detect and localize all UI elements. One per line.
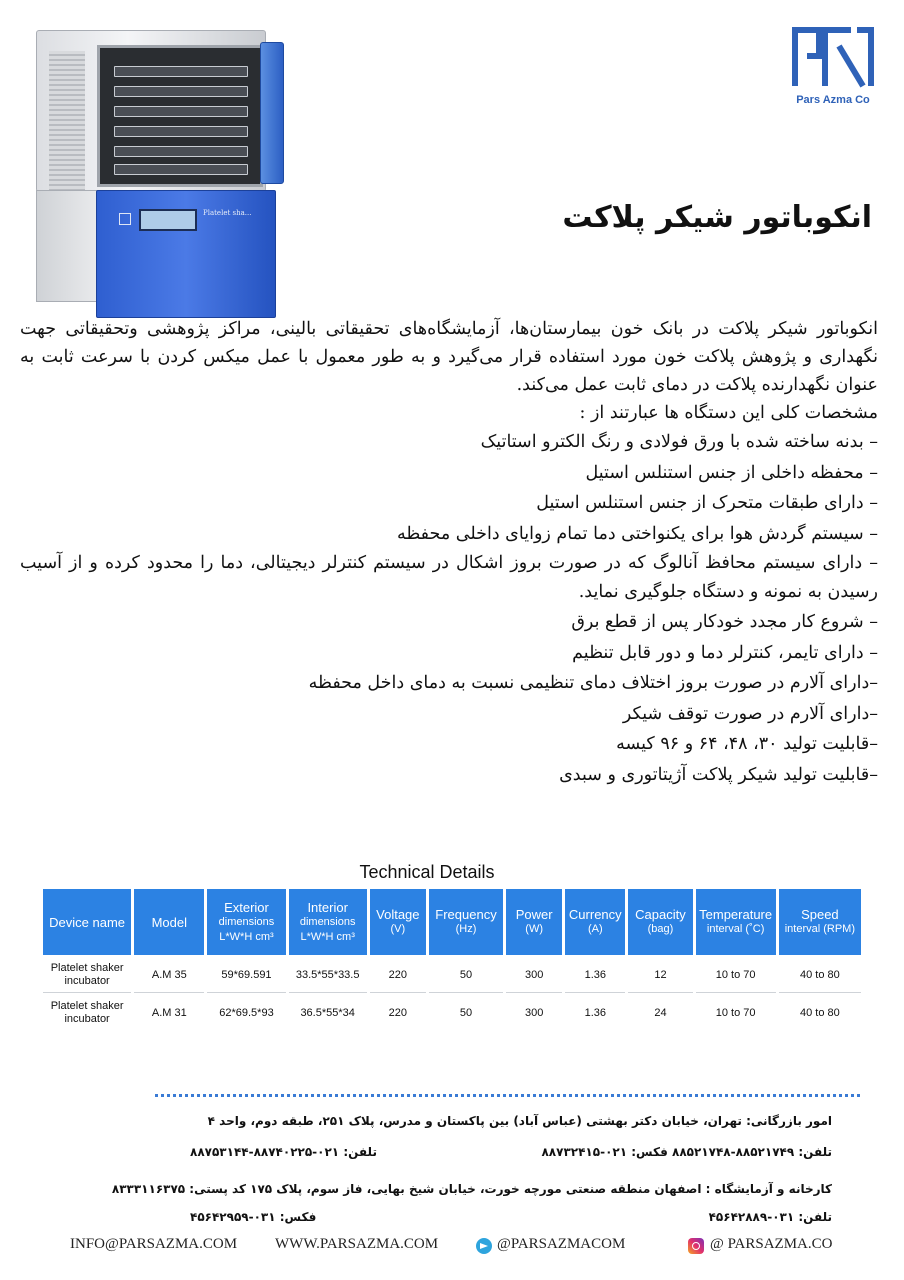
technical-details-title: Technical Details — [359, 862, 495, 882]
table-cell: 33.5*55*33.5 — [289, 958, 367, 993]
col-capacity — [628, 889, 692, 955]
table-cell: 300 — [524, 1006, 544, 1019]
feature-item: –دارای آلارم در صورت توقف شیکر — [622, 703, 878, 724]
product-image — [30, 30, 290, 320]
col-currency — [565, 889, 625, 955]
header-label: Model — [151, 914, 188, 930]
feature-item: – دارای سیستم محافظ آنالوگ که در صورت بروز اشکال در سیستم کنترلر دیجیتالی، دما را محدود کرده و از آسیب رسیدن به نمونه و دستگاه جلوگیری نماید. — [20, 553, 878, 602]
header-sub: (A) — [587, 923, 603, 935]
telegram-icon — [476, 1238, 492, 1254]
header-label: Voltage — [376, 907, 420, 922]
feature-item: –دارای آلارم در صورت بروز اختلاف دمای تنظیمی نسبت به دمای داخل محفظه — [308, 673, 878, 693]
intro-paragraph: انکوباتور شیکر پلاکت در بانک خون بیمارستان‌ها، آزمایشگاه‌های تحقیقاتی بالینی، مراکز پژوهشی وتحقیقاتی جهت نگهداری و پژوهش پلاکت خون مورد استفاده قرار می‌گیرد و به طور معمول با عمل میکس کردن با سرعت ثابت به عنوان نگهدارنده پلاکت در دمای ثابت عمل می‌کند. — [20, 319, 878, 395]
page-title: انکوباتور شیکر پلاکت — [562, 200, 872, 235]
contact-bar — [0, 1236, 904, 1258]
table-header-row — [43, 889, 861, 955]
header-label: Currency — [568, 907, 622, 922]
col-temperature — [696, 889, 776, 955]
dotted-divider — [155, 1094, 860, 1097]
table-cell: 12 — [628, 958, 692, 993]
header-sub: (bag) — [647, 923, 674, 935]
feature-item: – دارای طبقات متحرک از جنس استنلس استیل — [536, 493, 878, 513]
header-sub: (W) — [525, 923, 544, 935]
header-label: Frequency — [435, 907, 497, 922]
shelf — [114, 146, 248, 157]
table-cell: 40 to 80 — [799, 1006, 840, 1019]
table-row — [43, 958, 861, 993]
door-handle — [260, 42, 284, 184]
header-sub: interval (RPM) — [784, 923, 856, 935]
office-phones: تلفن: ۸۸۵۲۱۷۴۹-۸۸۵۲۱۷۴۸ فکس: ۰۲۱-۸۸۷۳۲۴۱۵ — [541, 1145, 832, 1159]
table-cell: 59*69.591 — [207, 958, 285, 993]
table-cell: 220 — [370, 958, 426, 993]
shelf — [114, 164, 248, 175]
table-cell: 50 — [429, 958, 503, 993]
table-cell: 10 to 70 — [696, 958, 776, 993]
header-label: Power — [515, 907, 553, 922]
header-sub: interval (˚C) — [706, 923, 765, 935]
feature-item: – سیستم گردش هوا برای یکنواختی دما تمام زوایای داخلی محفظه — [396, 523, 878, 544]
table-cell: Platelet shaker incubator — [50, 1000, 124, 1025]
table-cell: Platelet shaker incubator — [43, 958, 131, 993]
header-sub: dimensions L*W*H cm³ — [299, 915, 356, 943]
factory-address: کارخانه و آزمایشگاه : اصفهان منطقه صنعتی مورچه خورت، خیابان شیخ بهایی، فاز سوم، پلاک ۱۷۵ کد پستی: ۸۳۳۳۱۱۶۳۷۵ — [111, 1182, 832, 1196]
feature-item: – محفظه داخلی از جنس استنلس استیل — [585, 462, 878, 483]
header-sub: (Hz) — [455, 923, 477, 935]
panel-logo-icon — [119, 213, 131, 225]
office-address: امور بازرگانی: تهران، خیابان دکتر بهشتی (عباس آباد) بین پاکستان و مدرس، پلاک ۲۵۱، طبقه دوم، واحد ۴ — [207, 1114, 832, 1128]
header-sub: (V) — [390, 923, 406, 935]
factory-fax: فکس: ۰۳۱-۴۵۶۴۲۹۵۹ — [190, 1210, 317, 1224]
col-exterior — [207, 889, 285, 955]
col-power — [506, 889, 562, 955]
instagram-link[interactable]: @ PARSAZMA.CO — [710, 1236, 833, 1252]
table-cell: 1.36 — [584, 1006, 607, 1019]
header-label: Temperature — [699, 907, 773, 922]
col-speed — [779, 889, 861, 955]
pars-azma-logo-icon — [791, 26, 875, 90]
office-phones-secondary: تلفن: ۰۲۱-۸۸۷۴۰۲۲۵-۸۸۷۵۳۱۴۴ — [190, 1145, 377, 1159]
cabinet-side — [36, 190, 98, 302]
table-cell: 24 — [654, 1006, 667, 1019]
feature-item: – بدنه ساخته شده با ورق فولادی و رنگ الکترو استاتیک — [480, 432, 878, 452]
feature-item: –قابلیت تولید شیکر پلاکت آژیتاتوری و سبدی — [559, 764, 878, 785]
header-label: Device name — [49, 914, 126, 930]
factory-phone: تلفن: ۰۳۱-۴۵۶۴۲۸۸۹ — [708, 1210, 832, 1224]
control-panel — [96, 190, 276, 318]
header-label: Interior — [307, 899, 348, 915]
feature-item: – دارای تایمر، کنترلر دما و دور قابل تنظیم — [572, 642, 878, 663]
table-cell: 62*69.5*93 — [219, 1006, 274, 1019]
table-cell: 300 — [506, 958, 562, 993]
shelf — [114, 126, 248, 137]
website-link[interactable]: WWW.PARSAZMA.COM — [275, 1236, 439, 1252]
col-interior — [289, 889, 367, 955]
email-link[interactable]: INFO@PARSAZMA.COM — [70, 1236, 238, 1252]
col-device-name — [43, 889, 131, 955]
cabinet-upper — [36, 30, 266, 192]
glass-door — [97, 45, 263, 187]
col-model — [134, 889, 204, 955]
features-heading: مشخصات کلی این دستگاه ها عبارتند از : — [579, 403, 878, 423]
header-sub: dimensions L*W*H cm³ — [218, 915, 275, 943]
shelf — [114, 66, 248, 77]
table-cell: A.M 35 — [134, 958, 204, 993]
features-list — [20, 427, 878, 790]
table-row — [43, 996, 861, 1030]
col-frequency — [429, 889, 503, 955]
company-name: Pars Azma Co — [796, 94, 870, 106]
feature-item: –قابلیت تولید ۳۰، ۴۸، ۶۴ و ۹۶ کیسه — [616, 734, 878, 754]
panel-label: Platelet sha... — [203, 209, 252, 217]
header-label: Speed — [801, 907, 839, 922]
header-label: Exterior — [224, 899, 269, 915]
table-cell: 1.36 — [565, 958, 625, 993]
shelf — [114, 86, 248, 97]
feature-item: – شروع کار مجدد خودکار پس از قطع برق — [571, 612, 878, 632]
lcd-display — [139, 209, 197, 231]
company-logo — [783, 26, 883, 112]
description-body — [20, 315, 878, 790]
instagram-icon — [688, 1238, 704, 1254]
table-cell: 36.5*55*34 — [300, 1006, 355, 1019]
col-voltage — [370, 889, 426, 955]
shelf — [114, 106, 248, 117]
telegram-link[interactable]: @PARSAZMACOM — [497, 1236, 626, 1252]
table-cell: 10 to 70 — [715, 1006, 756, 1019]
table-cell: 50 — [459, 1006, 473, 1019]
table-cell: 40 to 80 — [779, 958, 861, 993]
table-cell: A.M 31 — [151, 1006, 187, 1019]
technical-table — [40, 886, 864, 1033]
table-cell: 220 — [388, 1006, 408, 1019]
header-label: Capacity — [635, 907, 686, 922]
